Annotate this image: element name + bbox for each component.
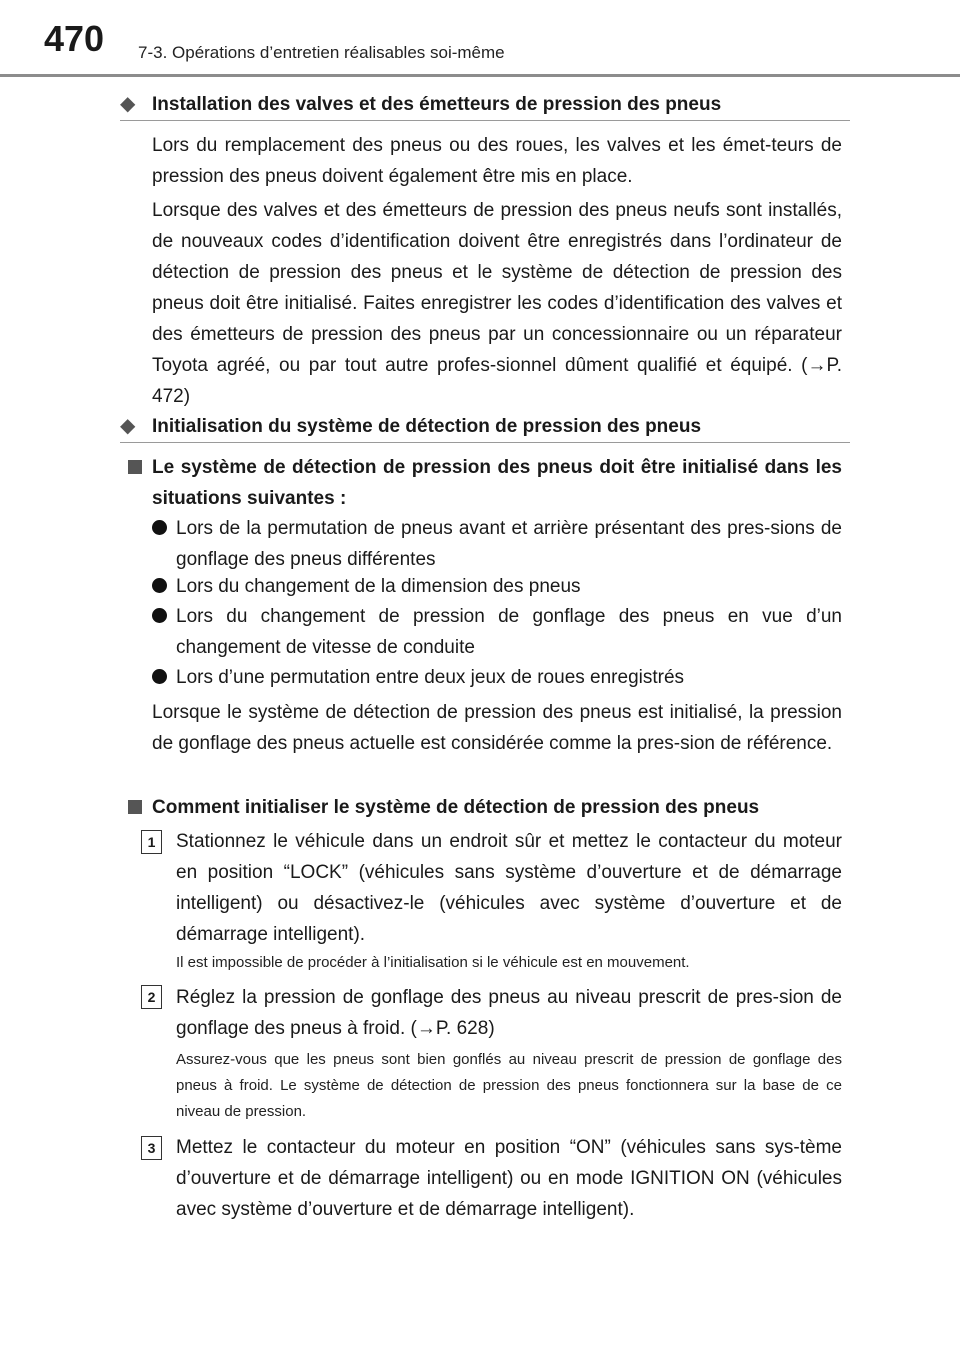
paragraph: Lorsque des valves et des émetteurs de pression des pneus neufs sont installés, de nouveaux codes d’identification doivent être enregistrés dans l’ordinateur de détection de pression des pneus et le système de détection de pression des pneus doit être initialisé. Faites enregistrer les codes d’identification des valves et des émetteurs de pression des pneus par un concessionnaire ou un réparateur Toyota agréé, ou par tout autre profes-sionnel dûment qualifié et équipé. (→P. 472): [152, 200, 842, 407]
step-text: Stationnez le véhicule dans un endroit sûr et mettez le contacteur du moteur en position “LOCK” (véhicules sans système d’ouverture et de démarrage intelligent) ou désactivez-le (véhicules avec système d’ouverture et de démarrage intelligent).: [176, 831, 842, 945]
round-bullet-icon: [152, 669, 167, 684]
section-heading-text: Installation des valves et des émetteurs de pression des pneus: [152, 94, 722, 115]
chapter-title: 7-3. Opérations d’entretien réalisables soi-même: [138, 43, 505, 62]
step-note: Assurez-vous que les pneus sont bien gonflés au niveau prescrit de pression de gonflage des pneus à froid. Le système de détection de pression des pneus fonctionnera sur la base de ce niveau de pression.: [176, 1051, 842, 1120]
diamond-bullet-icon: ◆: [120, 93, 136, 115]
list-item-text: Lors d’une permutation entre deux jeux de roues enregistrés: [176, 667, 685, 688]
subheading-text: Le système de détection de pression des pneus doit être initialisé dans les situations suivantes :: [152, 457, 842, 509]
paragraph: Lors du remplacement des pneus ou des roues, les valves et les émet-teurs de pression des pneus doivent également être mis en place.: [152, 135, 842, 187]
round-bullet-icon: [152, 520, 167, 535]
round-bullet-icon: [152, 608, 167, 623]
page-number: 470: [44, 18, 105, 59]
header-rule: [0, 74, 960, 77]
subheading-how-to: [128, 792, 842, 823]
step-text: Réglez la pression de gonflage des pneus au niveau prescrit de pres-sion de gonflage des pneus à froid. (→P. 628): [176, 987, 842, 1039]
round-bullet-icon: [152, 578, 167, 593]
subheading-text: Comment initialiser le système de détection de pression des pneus: [152, 797, 760, 818]
step-number-1: 1: [141, 830, 162, 854]
step-number-2: 2: [141, 985, 162, 1009]
step-note: Il est impossible de procéder à l’initialisation si le véhicule est en mouvement.: [176, 954, 690, 971]
paragraph: Lorsque le système de détection de pression des pneus est initialisé, la pression de gonflage des pneus actuelle est considérée comme la pres-sion de référence.: [152, 702, 842, 754]
section-heading-valves: [120, 91, 850, 116]
diamond-bullet-icon: ◆: [120, 415, 136, 437]
page-header: [0, 0, 960, 78]
square-bullet-icon: [128, 460, 142, 474]
step-number-3: 3: [141, 1136, 162, 1160]
list-item: [152, 513, 842, 575]
section-rule: [120, 442, 850, 443]
subheading-situations: [128, 452, 842, 514]
section-rule: [120, 120, 850, 121]
list-item-text: Lors de la permutation de pneus avant et arrière présentant des pres-sions de gonflage des pneus différentes: [176, 518, 842, 570]
list-item-text: Lors du changement de la dimension des pneus: [176, 576, 581, 597]
list-item-text: Lors du changement de pression de gonflage des pneus en vue d’un changement de vitesse de conduite: [176, 606, 842, 658]
square-bullet-icon: [128, 800, 142, 814]
section-heading-initialisation: [120, 413, 850, 438]
list-item: [152, 662, 842, 693]
section-heading-text: Initialisation du système de détection de pression des pneus: [152, 416, 702, 437]
list-item: [152, 571, 842, 602]
step-text: Mettez le contacteur du moteur en position “ON” (véhicules sans sys-tème d’ouverture et de démarrage intelligent) ou en mode IGNITION ON (véhicules avec système d’ouverture et de démarrage intelligent).: [176, 1137, 842, 1220]
list-item: [152, 601, 842, 663]
